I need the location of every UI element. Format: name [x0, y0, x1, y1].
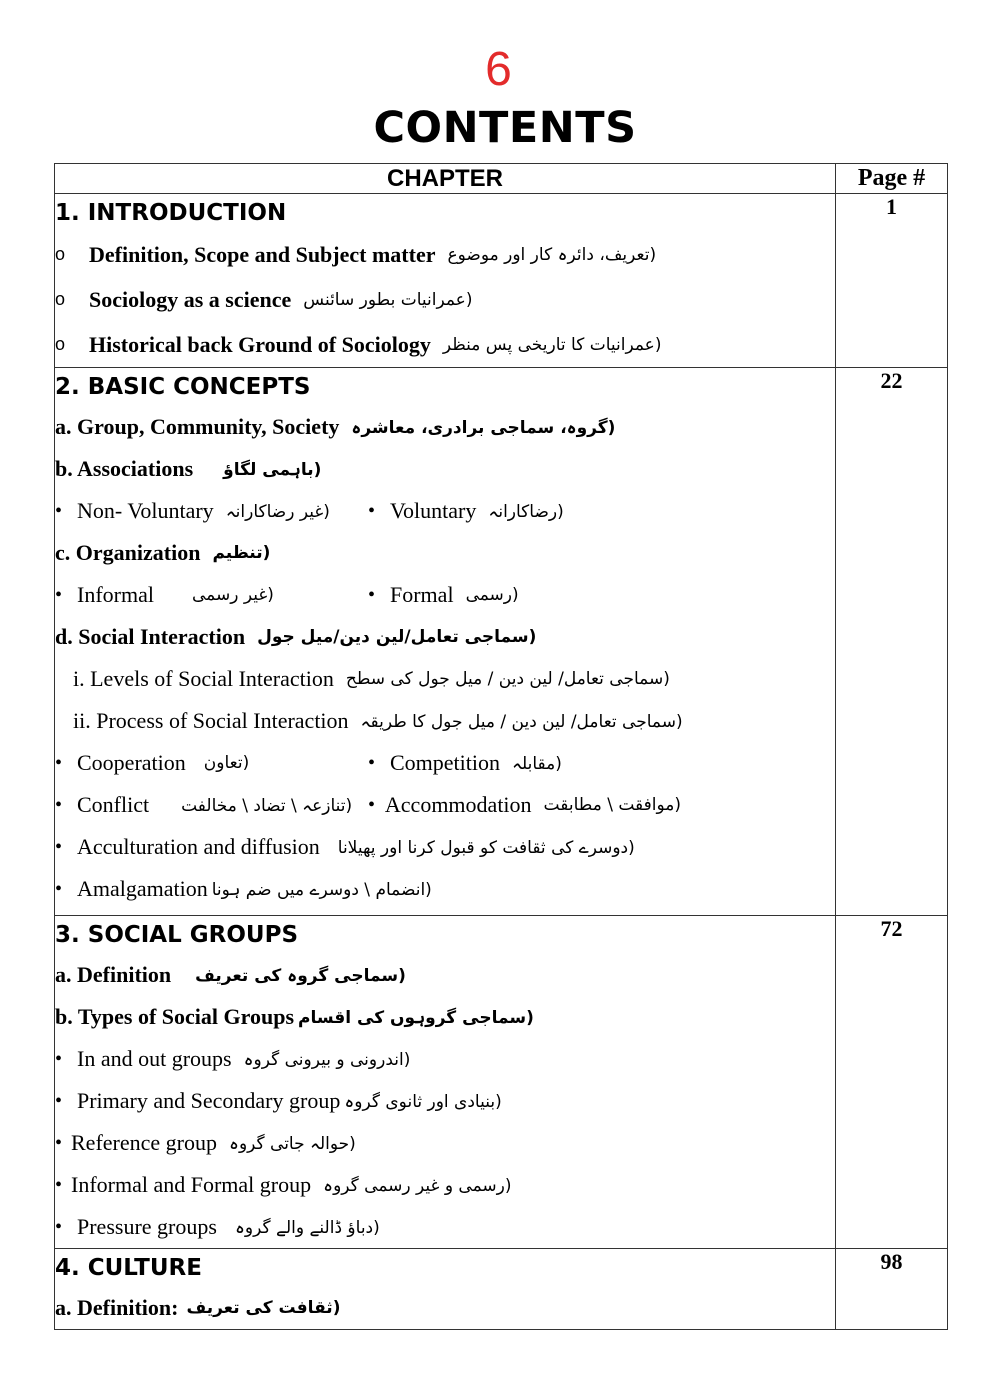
- item-urdu: (رسمی: [465, 585, 519, 605]
- item-urdu: (موافقت \ مطابقت: [543, 795, 681, 815]
- table-header-row: [55, 164, 948, 194]
- item-urdu: (دوسرے کی ثقافت کو قبول کرنا اور پھیلانا: [337, 837, 635, 858]
- item-text: Conflict: [77, 792, 150, 817]
- page-ref: 98: [836, 1249, 948, 1330]
- item-text: d. Social Interaction: [55, 624, 246, 649]
- bullet-icon: •: [55, 1089, 63, 1112]
- list-item: [55, 996, 835, 1038]
- bullet-icon: •: [368, 793, 376, 816]
- chapter-heading: 1. INTRODUCTION: [55, 200, 287, 226]
- item-text: a. Definition:: [55, 1295, 179, 1320]
- bullet-icon: •: [55, 835, 63, 858]
- item-urdu: (گروہ، سماجی برادری، معاشرہ: [351, 417, 616, 438]
- list-item: [55, 322, 835, 367]
- item-urdu: تعاون): [203, 753, 250, 773]
- item-urdu: (اندرونی و بیرونی گروہ: [243, 1049, 411, 1070]
- list-item: [55, 1164, 835, 1206]
- chapter-cell: [55, 194, 836, 368]
- circle-bullet-icon: o: [55, 334, 66, 354]
- bullet-icon: •: [55, 499, 63, 522]
- item-text: In and out groups: [77, 1046, 232, 1071]
- bullet-icon: •: [55, 1047, 63, 1070]
- item-text: Pressure groups: [77, 1214, 217, 1239]
- list-item: [55, 448, 835, 490]
- page-column-header: Page #: [836, 164, 948, 194]
- chapter-cell: [55, 916, 836, 1249]
- list-item: [55, 1080, 835, 1122]
- item-text: a. Definition: [55, 962, 172, 987]
- chapter-column-header: CHAPTER: [55, 164, 836, 194]
- item-text: a. Group, Community, Society: [55, 414, 340, 439]
- list-item: [55, 658, 835, 700]
- item-urdu: (بنیادی اور ثانوی گروہ: [344, 1091, 502, 1112]
- page-ref: 1: [836, 194, 948, 368]
- list-item: [55, 954, 835, 996]
- chapter-row-introduction: [55, 194, 948, 368]
- item-urdu: (سماجی گروہوں کی اقسام: [298, 1007, 534, 1028]
- chapter-cell: [55, 368, 836, 916]
- list-item: [55, 1206, 835, 1248]
- item-text: Cooperation: [77, 750, 186, 775]
- item-urdu: (دباؤ ڈالنے والے گروہ: [234, 1217, 380, 1238]
- item-text: Historical back Ground of Sociology: [89, 331, 431, 357]
- item-urdu: (سماجی تعامل/لین دین/میل جول: [257, 627, 537, 647]
- chapter-row-social-groups: [55, 916, 948, 1249]
- bullet-icon: •: [55, 877, 63, 900]
- list-item: [55, 1122, 835, 1164]
- item-text: Sociology as a science: [89, 286, 292, 312]
- bullet-icon: •: [368, 583, 376, 606]
- bullet-icon: •: [55, 793, 63, 816]
- contents-table: [54, 163, 948, 1330]
- item-urdu: (انضمام \ دوسرے میں ضم ہونا: [211, 879, 432, 900]
- item-urdu: (تعریف، دائرہ کار اور موضوع: [447, 245, 657, 265]
- item-urdu: (غیر رسمی: [191, 585, 274, 605]
- bullet-icon: •: [368, 499, 376, 522]
- chapter-heading: 2. BASIC CONCEPTS: [55, 374, 311, 400]
- item-urdu: (باہمی لگاؤ: [223, 459, 322, 480]
- list-item: [55, 1287, 835, 1329]
- item-urdu: (حوالہ جاتی گروہ: [228, 1133, 356, 1154]
- item-text: Informal and Formal group: [71, 1172, 312, 1197]
- list-item-pair: [55, 490, 835, 532]
- chapter-row-culture: [55, 1249, 948, 1330]
- list-item: [55, 406, 835, 448]
- item-urdu: (عمرانیات کا تاریخی پس منظر: [442, 334, 662, 355]
- page-number: 6: [485, 43, 512, 96]
- chapter-row-basic-concepts: [55, 368, 948, 916]
- chapter-heading: 3. SOCIAL GROUPS: [55, 922, 299, 948]
- item-urdu: (عمرانیات بطور سائنس: [303, 289, 473, 310]
- item-urdu: (غیر رضاکارانہ: [225, 501, 330, 522]
- list-item: [55, 1038, 835, 1080]
- chapter-cell: [55, 1249, 836, 1330]
- bullet-icon: •: [55, 751, 63, 774]
- list-item: [55, 868, 835, 910]
- item-text: Definition, Scope and Subject matter: [89, 241, 436, 267]
- list-item: [55, 826, 835, 868]
- item-text: Informal: [77, 582, 154, 607]
- item-text: Amalgamation: [77, 876, 208, 901]
- item-urdu: (رضاکارانہ: [488, 501, 564, 522]
- item-urdu: (تنازعہ \ تضاد \ مخالفت: [181, 795, 353, 816]
- list-item: [55, 532, 835, 574]
- bullet-icon: •: [55, 1173, 63, 1196]
- item-text: b. Types of Social Groups: [55, 1004, 295, 1029]
- list-item-pair: [55, 784, 835, 826]
- item-text: Acculturation and diffusion: [77, 834, 320, 859]
- item-text: Competition: [390, 750, 500, 775]
- item-text: Primary and Secondary group: [77, 1088, 341, 1113]
- item-urdu: (سماجی تعامل/ لین دین / میل جول کا طریقہ: [360, 711, 683, 732]
- item-text: Accommodation: [384, 792, 532, 817]
- item-text: Voluntary: [390, 498, 477, 523]
- item-text: i. Levels of Social Interaction: [73, 666, 334, 691]
- page-title: CONTENTS: [373, 103, 637, 153]
- list-item-pair: [55, 574, 835, 616]
- item-text: c. Organization: [55, 540, 201, 565]
- item-text: b. Associations: [55, 456, 194, 481]
- bullet-icon: •: [368, 751, 376, 774]
- bullet-icon: •: [55, 1131, 63, 1154]
- circle-bullet-icon: o: [55, 289, 66, 309]
- item-urdu: (مقابلہ: [512, 753, 562, 774]
- list-item: [55, 616, 835, 658]
- list-item: [55, 277, 835, 322]
- bullet-icon: •: [55, 583, 63, 606]
- page-ref: 72: [836, 916, 948, 1249]
- item-text: Non- Voluntary: [77, 498, 214, 523]
- circle-bullet-icon: o: [55, 244, 66, 264]
- page-ref: 22: [836, 368, 948, 916]
- item-urdu: (تنظیم: [212, 543, 271, 563]
- item-urdu: (سماجی تعامل/ لین دین / میل جول کی سطح: [345, 669, 670, 689]
- item-urdu: (رسمی و غیر رسمی گروہ: [323, 1175, 512, 1196]
- item-text: Reference group: [71, 1130, 217, 1155]
- list-item: [55, 700, 835, 742]
- item-urdu: (ثقافت کی تعریف: [186, 1298, 341, 1318]
- bullet-icon: •: [55, 1215, 63, 1238]
- item-text: Formal: [390, 582, 454, 607]
- list-item-pair: [55, 742, 835, 784]
- chapter-heading: 4. CULTURE: [55, 1255, 202, 1281]
- item-urdu: (سماجی گروہ کی تعریف: [195, 965, 406, 986]
- list-item: [55, 232, 835, 277]
- item-text: ii. Process of Social Interaction: [73, 708, 349, 733]
